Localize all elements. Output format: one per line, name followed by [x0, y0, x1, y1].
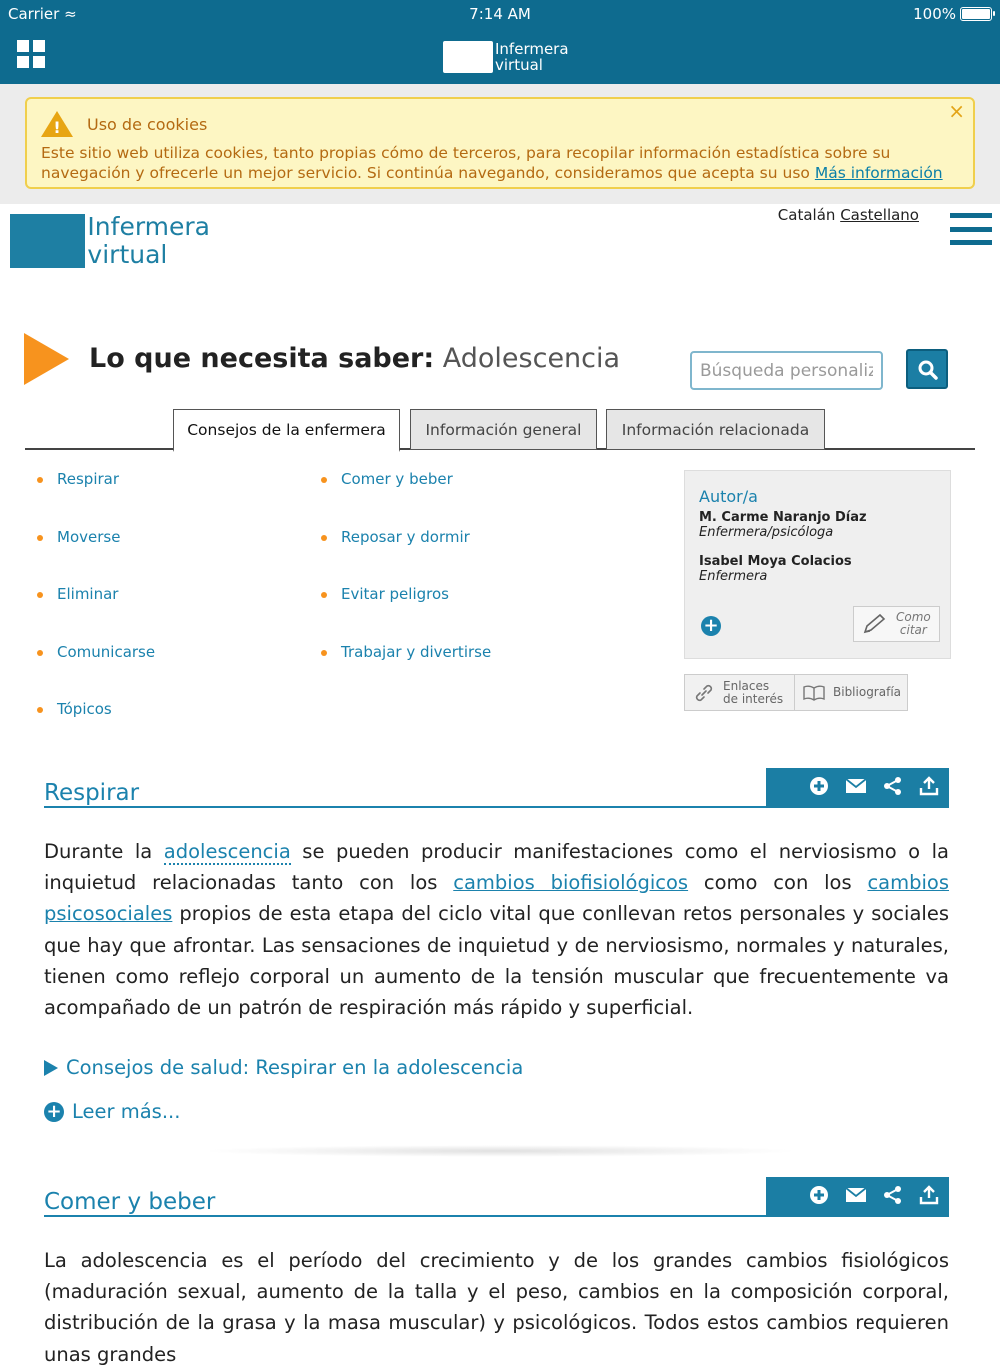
export-icon[interactable]	[919, 1185, 939, 1209]
author-entry: Isabel Moya Colacios Enfermera	[699, 554, 852, 584]
bibliography-button[interactable]: Bibliografía	[794, 675, 907, 710]
list-item	[321, 528, 491, 586]
mail-icon[interactable]	[845, 778, 867, 798]
author-label: Autor/a	[699, 487, 758, 506]
cookie-banner-area	[0, 84, 1000, 204]
section-body-respirar: Durante la adolescencia se pueden producir manifestaciones como el nerviosismo o la inquietud relacionadas tanto con los cambios biofisiológicos como con los cambios psicosociales propios de esta etapa del ciclo vital que conllevan retos personales y sociales que hay que afrontar. Las sensaciones de inquietud y de nerviosismo, normales y naturales, tienen como reflejo corporal un aumento de la tensión muscular que frecuentemente va acompañado de un patrón de respiración más rápido y superficial.	[44, 840, 950, 1020]
topic-link[interactable]: Moverse	[57, 527, 121, 546]
apps-grid-button[interactable]	[17, 40, 45, 68]
list-item	[37, 470, 155, 528]
topic-links-right	[321, 470, 491, 700]
list-item	[37, 528, 155, 586]
list-item	[321, 470, 491, 528]
section-divider	[200, 1145, 800, 1157]
menu-icon[interactable]	[950, 213, 992, 245]
play-arrow-icon	[24, 333, 69, 385]
battery-icon	[960, 7, 992, 21]
app-bar	[0, 0, 1000, 84]
share-icon[interactable]	[883, 1185, 903, 1209]
content-link[interactable]: cambios psicosociales	[44, 871, 950, 926]
section-title: Respirar	[44, 780, 140, 806]
export-icon[interactable]	[919, 776, 939, 800]
section-header-comer	[44, 1177, 949, 1217]
topic-link[interactable]: Comer y beber	[341, 470, 453, 488]
pencil-icon	[862, 613, 888, 635]
resource-buttons	[684, 674, 908, 711]
author-entry: M. Carme Naranjo Díaz Enfermera/psicóloga	[699, 510, 867, 540]
book-icon	[803, 685, 825, 701]
topic-link[interactable]: Evitar peligros	[341, 585, 449, 603]
link-icon	[693, 682, 715, 704]
add-icon[interactable]	[809, 1185, 829, 1209]
search-icon	[917, 359, 939, 381]
read-more-link[interactable]: + Leer más...	[44, 1100, 180, 1123]
triangle-right-icon	[44, 1060, 58, 1076]
add-icon[interactable]	[809, 776, 829, 800]
warning-icon	[41, 111, 73, 137]
consejo-link[interactable]: Consejos de salud: Respirar en la adolescencia	[44, 1056, 523, 1079]
site-logo[interactable]: Infermera virtual	[10, 213, 210, 269]
content-link[interactable]: cambios biofisiológicos	[453, 871, 689, 895]
topic-link[interactable]: Tópicos	[57, 700, 112, 718]
topic-link[interactable]: Trabajar y divertirse	[341, 642, 492, 661]
plus-circle-icon: +	[44, 1102, 64, 1122]
tab-informacion-relacionada[interactable]: Información relacionada	[606, 409, 825, 450]
app-logo: Infermera virtual	[443, 40, 569, 74]
search-button[interactable]	[906, 349, 948, 389]
list-item	[321, 585, 491, 643]
carrier-label: Carrier ≈	[8, 5, 77, 23]
section-header-respirar	[44, 768, 949, 808]
cookie-banner	[25, 97, 975, 189]
cookie-text: Este sitio web utiliza cookies, tanto propias cómo de terceros, para recopilar información estadística sobre su navegación y ofrecerle un mejor servicio. Si continúa navegando, consideramos que acepta su uso Más información	[41, 144, 943, 182]
wifi-icon: ≈	[64, 5, 77, 23]
plus-circle-icon[interactable]: +	[701, 616, 721, 636]
lang-catalan[interactable]: Catalán	[777, 206, 836, 224]
lang-castellano[interactable]: Castellano	[840, 206, 919, 224]
puzzle-logo-icon	[443, 41, 493, 73]
cite-button[interactable]: Como citar	[853, 606, 940, 642]
puzzle-logo-icon	[10, 214, 85, 268]
topic-link[interactable]: Respirar	[57, 470, 120, 488]
page-title: Lo que necesita saber: Adolescencia	[89, 343, 621, 374]
list-item	[37, 643, 155, 701]
status-time: 7:14 AM	[469, 5, 531, 23]
tab-consejos[interactable]: Consejos de la enfermera	[173, 409, 400, 452]
more-info-link[interactable]: Más información	[814, 164, 943, 182]
section-title: Comer y beber	[44, 1189, 216, 1215]
glossary-link[interactable]: adolescencia	[163, 840, 291, 863]
search-input[interactable]	[690, 351, 883, 390]
topic-link[interactable]: Eliminar	[57, 585, 119, 603]
language-selector	[778, 206, 919, 224]
list-item	[321, 643, 491, 701]
list-item	[37, 585, 155, 643]
status-bar	[0, 4, 1000, 24]
section-toolbar	[766, 768, 949, 808]
cookie-title: Uso de cookies	[87, 114, 208, 134]
tab-informacion-general[interactable]: Información general	[410, 409, 597, 450]
section-toolbar	[766, 1177, 949, 1217]
topic-link[interactable]: Reposar y dormir	[341, 527, 470, 546]
share-icon[interactable]	[883, 776, 903, 800]
links-button[interactable]: Enlaces de interés	[685, 675, 794, 710]
list-item	[37, 700, 155, 758]
topic-links-left	[37, 470, 155, 758]
mail-icon[interactable]	[845, 1187, 867, 1207]
topic-link[interactable]: Comunicarse	[57, 642, 156, 661]
author-box	[684, 470, 951, 659]
close-icon[interactable]: ×	[948, 99, 965, 123]
battery-status: 100%	[913, 5, 992, 23]
section-body-comer: La adolescencia es el período del crecimiento y de los grandes cambios fisiológicos (maduración sexual, aumento de la talla y el peso, cambios en la composición corporal, distribución de la grasa y la masa muscular) y psicológicos. Todos estos cambios requieren unas grandes	[44, 1249, 949, 1366]
